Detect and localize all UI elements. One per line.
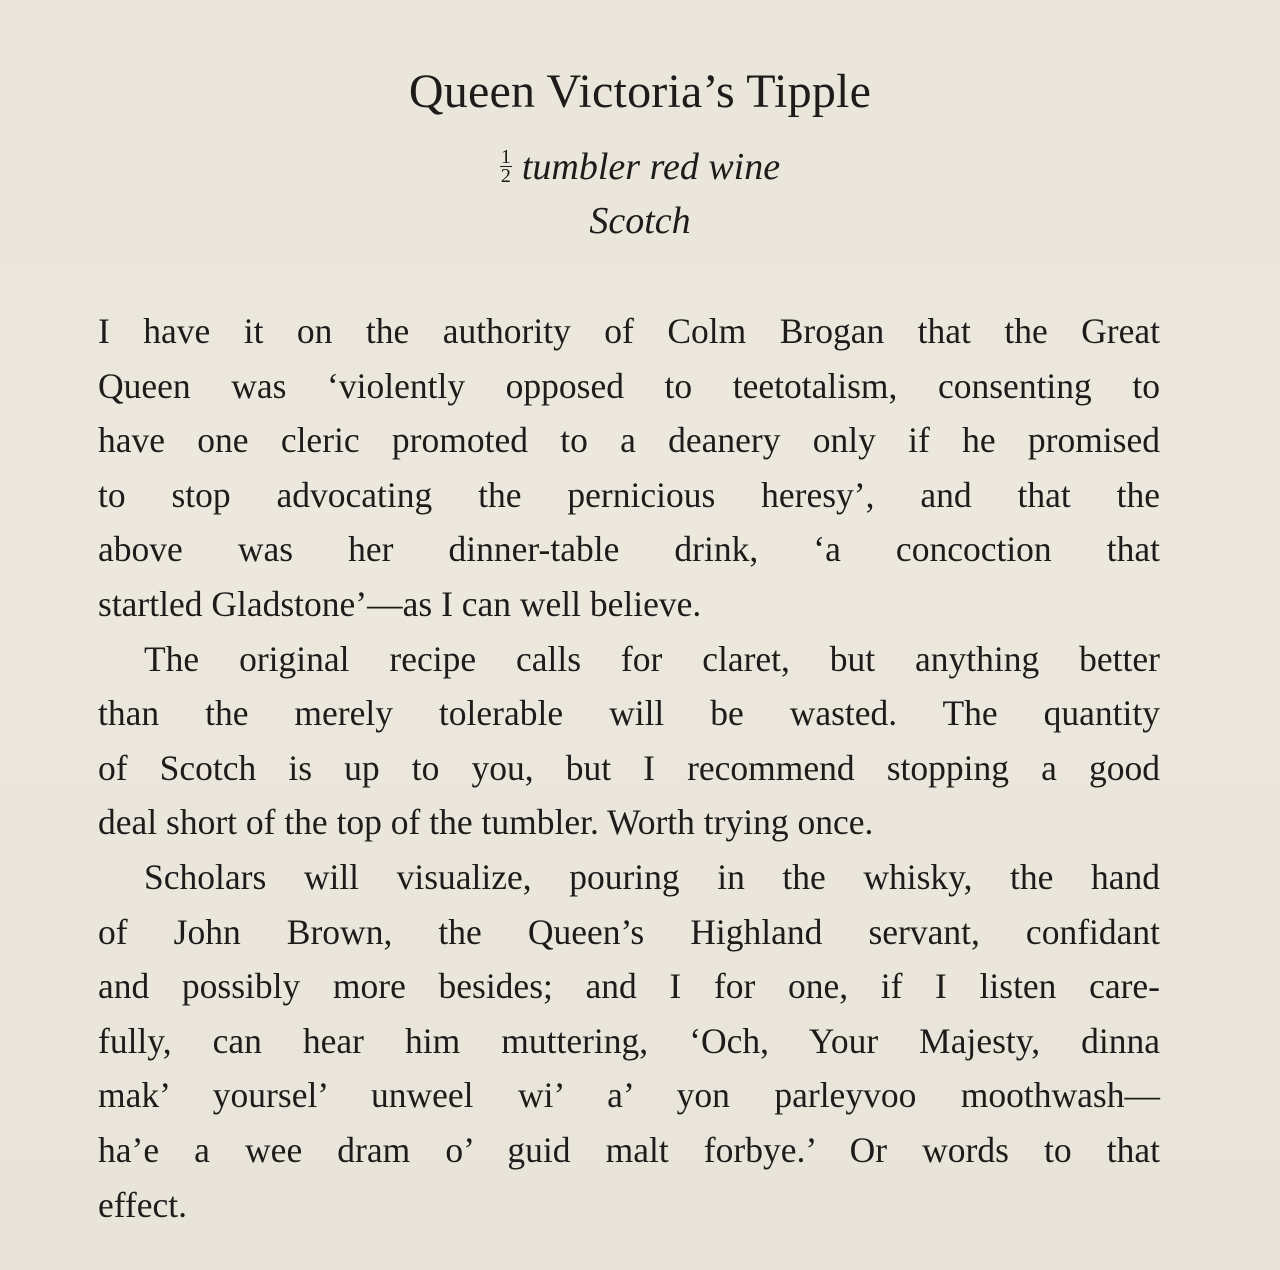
text-line: have one cleric promoted to a deanery only if he promised (98, 420, 1160, 461)
paragraph-2 (98, 632, 1160, 850)
text-line: deal short of the top of the tumbler. Worth trying once. (98, 802, 874, 843)
ingredients-list (0, 140, 1280, 248)
text-line: to stop advocating the pernicious heresy’, and that the (98, 474, 1160, 515)
ingredient-wine-text: tumbler red wine (521, 146, 781, 188)
text-line: I have it on the authority of Colm Brogan that the Great (98, 311, 1160, 351)
text-line: ha’e a wee dram o’ guid malt forbye.’ Or words to that (98, 1129, 1160, 1170)
text-line: than the merely tolerable will be wasted. The quantity (98, 693, 1160, 734)
text-line: of John Brown, the Queen’s Highland servant, confidant (98, 911, 1160, 952)
text-line: startled Gladstone’—as I can well believe. (98, 583, 702, 624)
ingredient-wine (0, 140, 1280, 194)
text-line: Queen was ‘violently opposed to teetotalism, consenting to (98, 365, 1160, 406)
recipe-title: Queen Victoria’s Tipple (408, 65, 872, 118)
fraction-denominator: 2 (500, 164, 511, 187)
paragraph-3 (98, 850, 1160, 1232)
paragraph-1 (98, 304, 1160, 632)
text-line: above was her dinner-table drink, ‘a concoction that (98, 529, 1160, 570)
text-line: effect. (98, 1184, 188, 1225)
text-line: and possibly more besides; and I for one, if I listen care- (98, 966, 1160, 1007)
text-line: of Scotch is up to you, but I recommend stopping a good (98, 747, 1160, 788)
half-fraction (500, 145, 512, 187)
recipe-body (98, 304, 1160, 1232)
text-line: fully, can hear him muttering, ‘Och, Your Majesty, dinna (98, 1020, 1160, 1061)
text-line: The original recipe calls for claret, but anything better (144, 638, 1160, 679)
fraction-numerator: 1 (500, 145, 511, 168)
ingredient-scotch: Scotch (589, 200, 691, 242)
text-line: mak’ yoursel’ unweel wi’ a’ yon parleyvoo moothwash— (98, 1075, 1160, 1116)
text-line: Scholars will visualize, pouring in the whisky, the hand (144, 856, 1160, 897)
